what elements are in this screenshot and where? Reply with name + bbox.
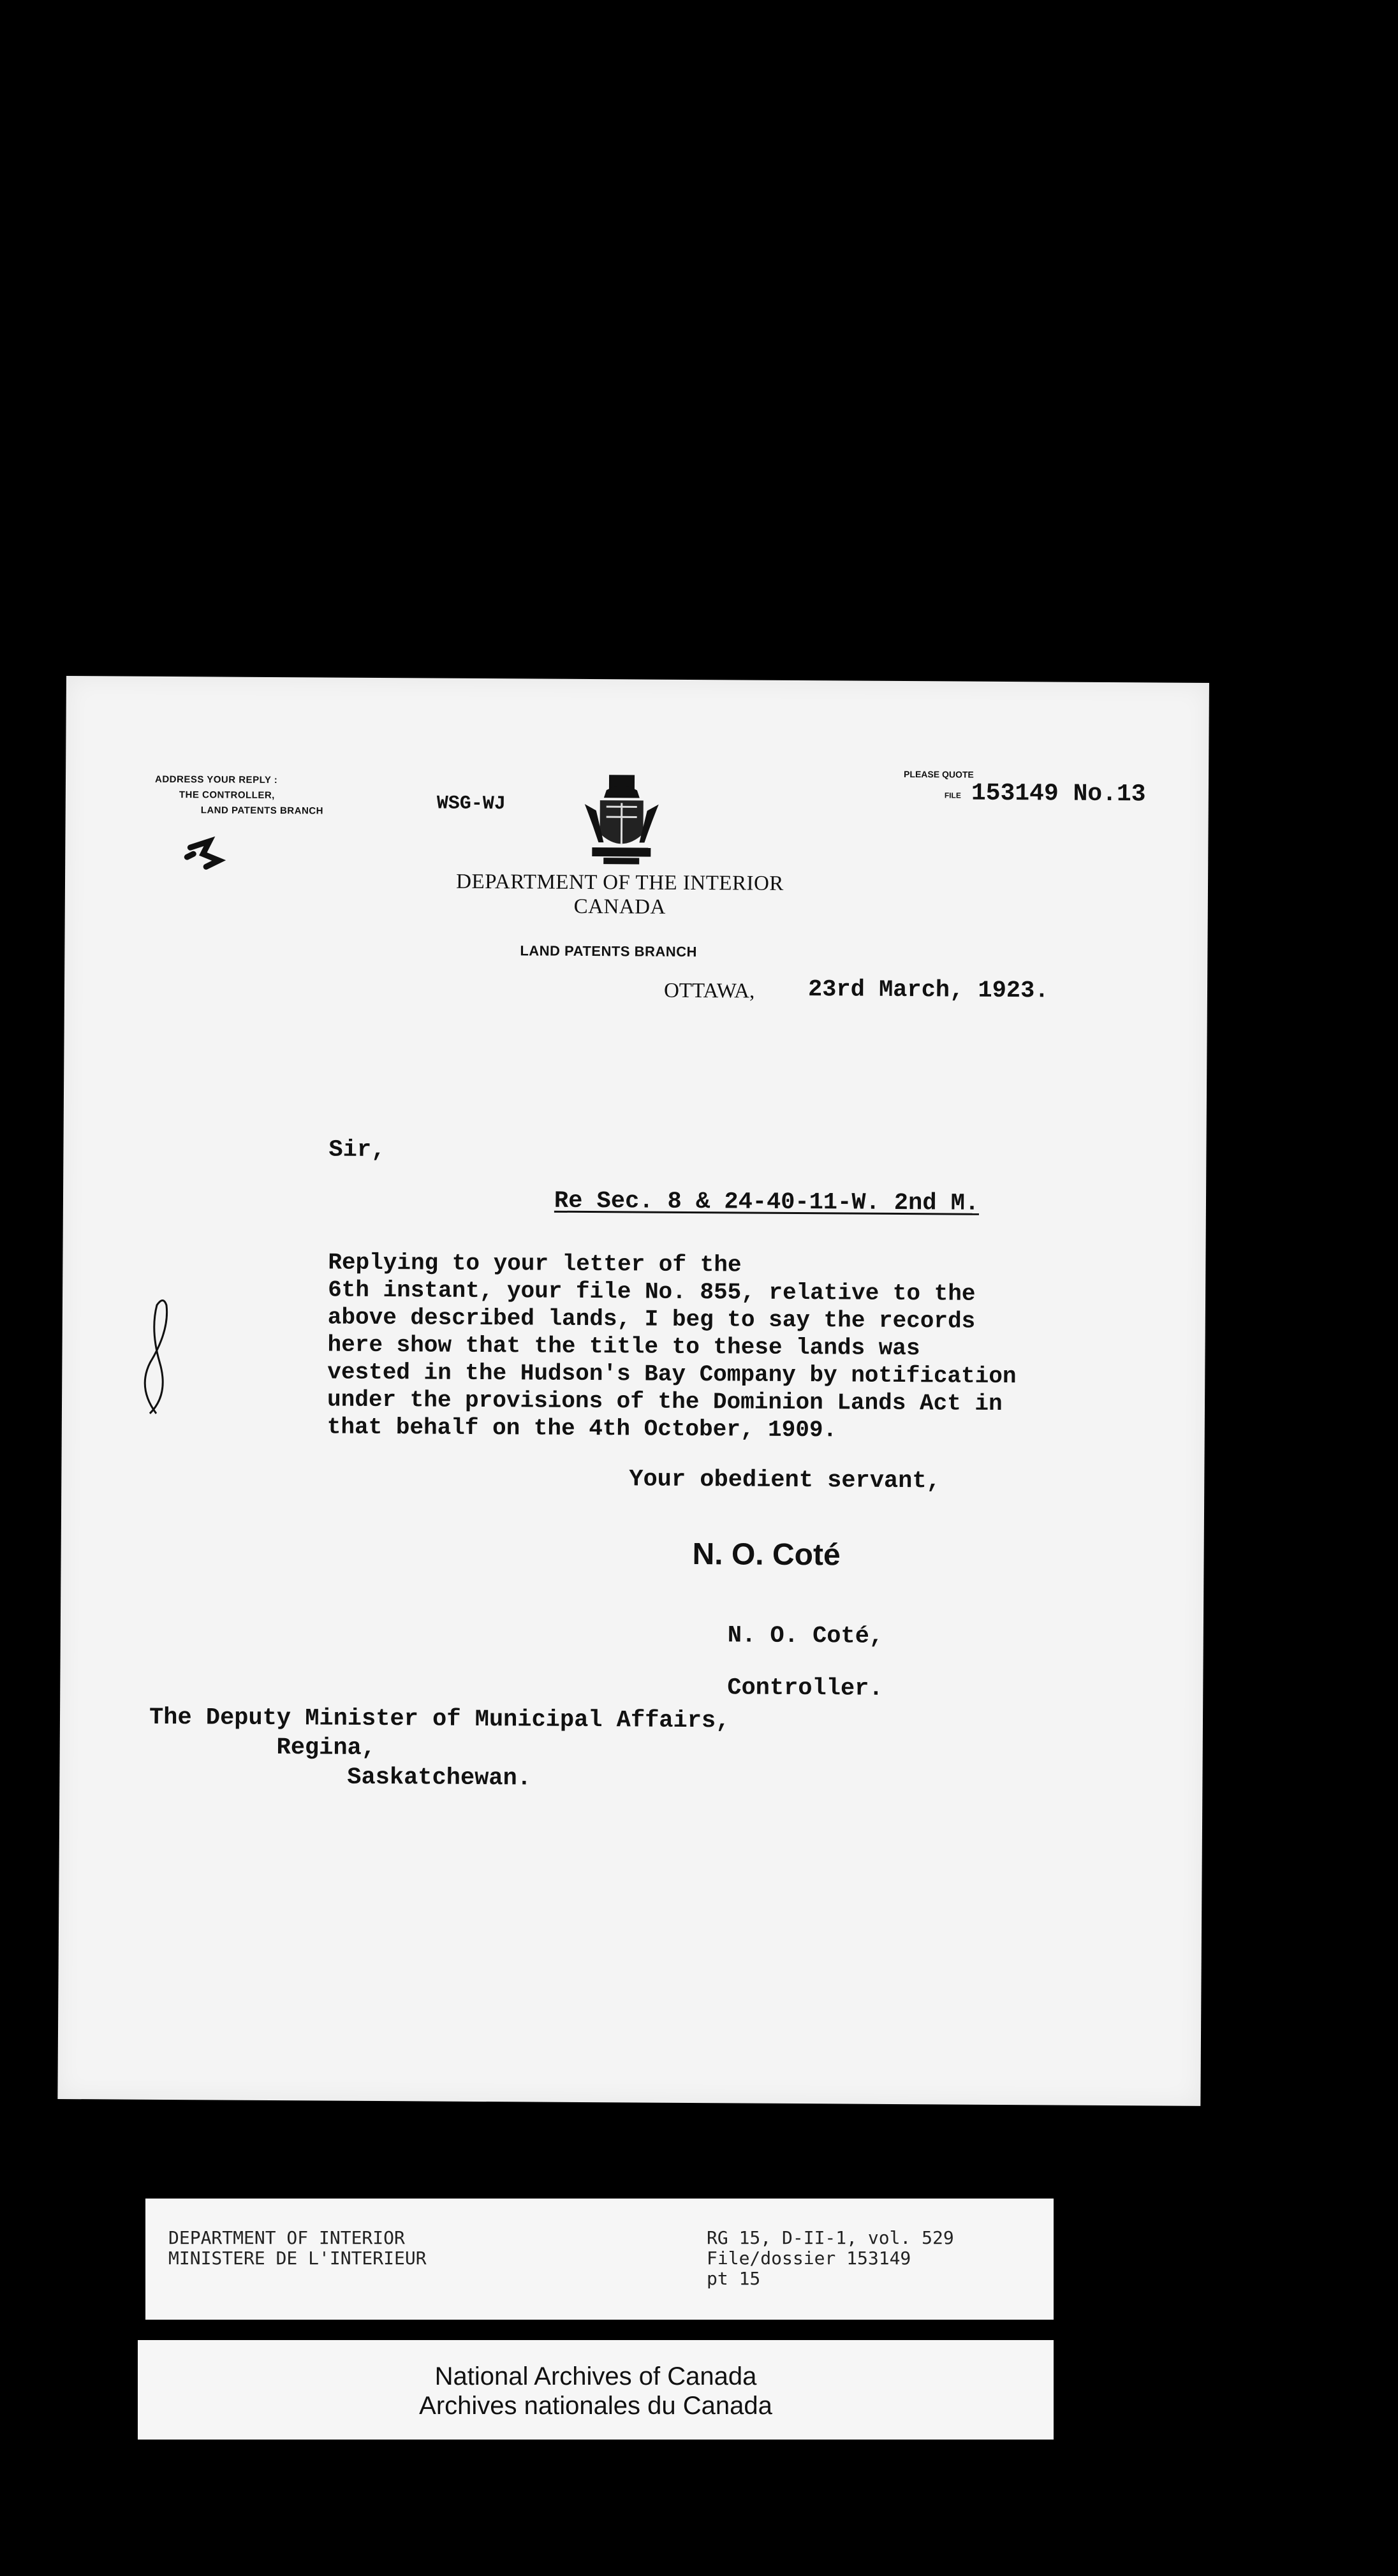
reply-address-block (155, 772, 324, 819)
handwritten-initials-mark (184, 835, 228, 873)
signer-name: N. O. Coté, (727, 1622, 884, 1650)
signer-title: Controller. (727, 1674, 883, 1702)
closing: Your obedient servant, (629, 1466, 941, 1495)
archive-department (168, 2228, 427, 2269)
file-label: FILE (944, 791, 961, 800)
department-name: DEPARTMENT OF THE INTERIOR (456, 870, 784, 895)
addressee-block: The Deputy Minister of Municipal Affairs, Regina, Saskatchewan. (149, 1704, 730, 1792)
reply-line: ADDRESS YOUR REPLY : (154, 773, 278, 786)
archive-part: pt 15 (707, 2268, 761, 2289)
reply-line: THE CONTROLLER, (179, 789, 275, 801)
file-number: 153149 No.13 (971, 779, 1146, 809)
coat-of-arms-icon (580, 772, 663, 868)
handwritten-signature: N. O. Coté (692, 1537, 841, 1572)
archive-file: File/dossier 153149 (707, 2248, 911, 2269)
archives-name-fr: Archives nationales du Canada (419, 2392, 772, 2420)
archive-reference-label (145, 2199, 1054, 2320)
archive-reference (707, 2228, 954, 2289)
archive-dept-en: DEPARTMENT OF INTERIOR (168, 2227, 405, 2248)
city: OTTAWA, (663, 979, 755, 1003)
letter-body: Replying to your letter of the 6th instant, your file No. 855, relative to the above described lands, I beg to say the records here show that the title to these lands was vested in the Hudson's Bay Company by notification under the provisions of the Dominion Lands Act in that behalf on the 4th October, 1909. (327, 1249, 1017, 1444)
country-name: CANADA (573, 895, 666, 919)
archive-dept-fr: MINISTERE DE L'INTERIEUR (168, 2248, 427, 2269)
department-heading (397, 869, 843, 920)
reference-code: WSG-WJ (436, 793, 506, 816)
archives-name-en: National Archives of Canada (434, 2362, 757, 2390)
reply-line: LAND PATENTS BRANCH (200, 805, 324, 817)
salutation: Sir, (328, 1136, 386, 1164)
please-quote-label: PLEASE QUOTE (904, 769, 974, 780)
branch-heading: LAND PATENTS BRANCH (520, 942, 698, 960)
letter-page (57, 676, 1209, 2106)
subject-line: Re Sec. 8 & 24-40-11-W. 2nd M. (554, 1187, 980, 1217)
archive-rg: RG 15, D-II-1, vol. 529 (707, 2227, 954, 2248)
archives-banner (138, 2340, 1054, 2440)
handwritten-margin-mark (131, 1292, 182, 1420)
letter-date: 23rd March, 1923. (807, 976, 1049, 1005)
